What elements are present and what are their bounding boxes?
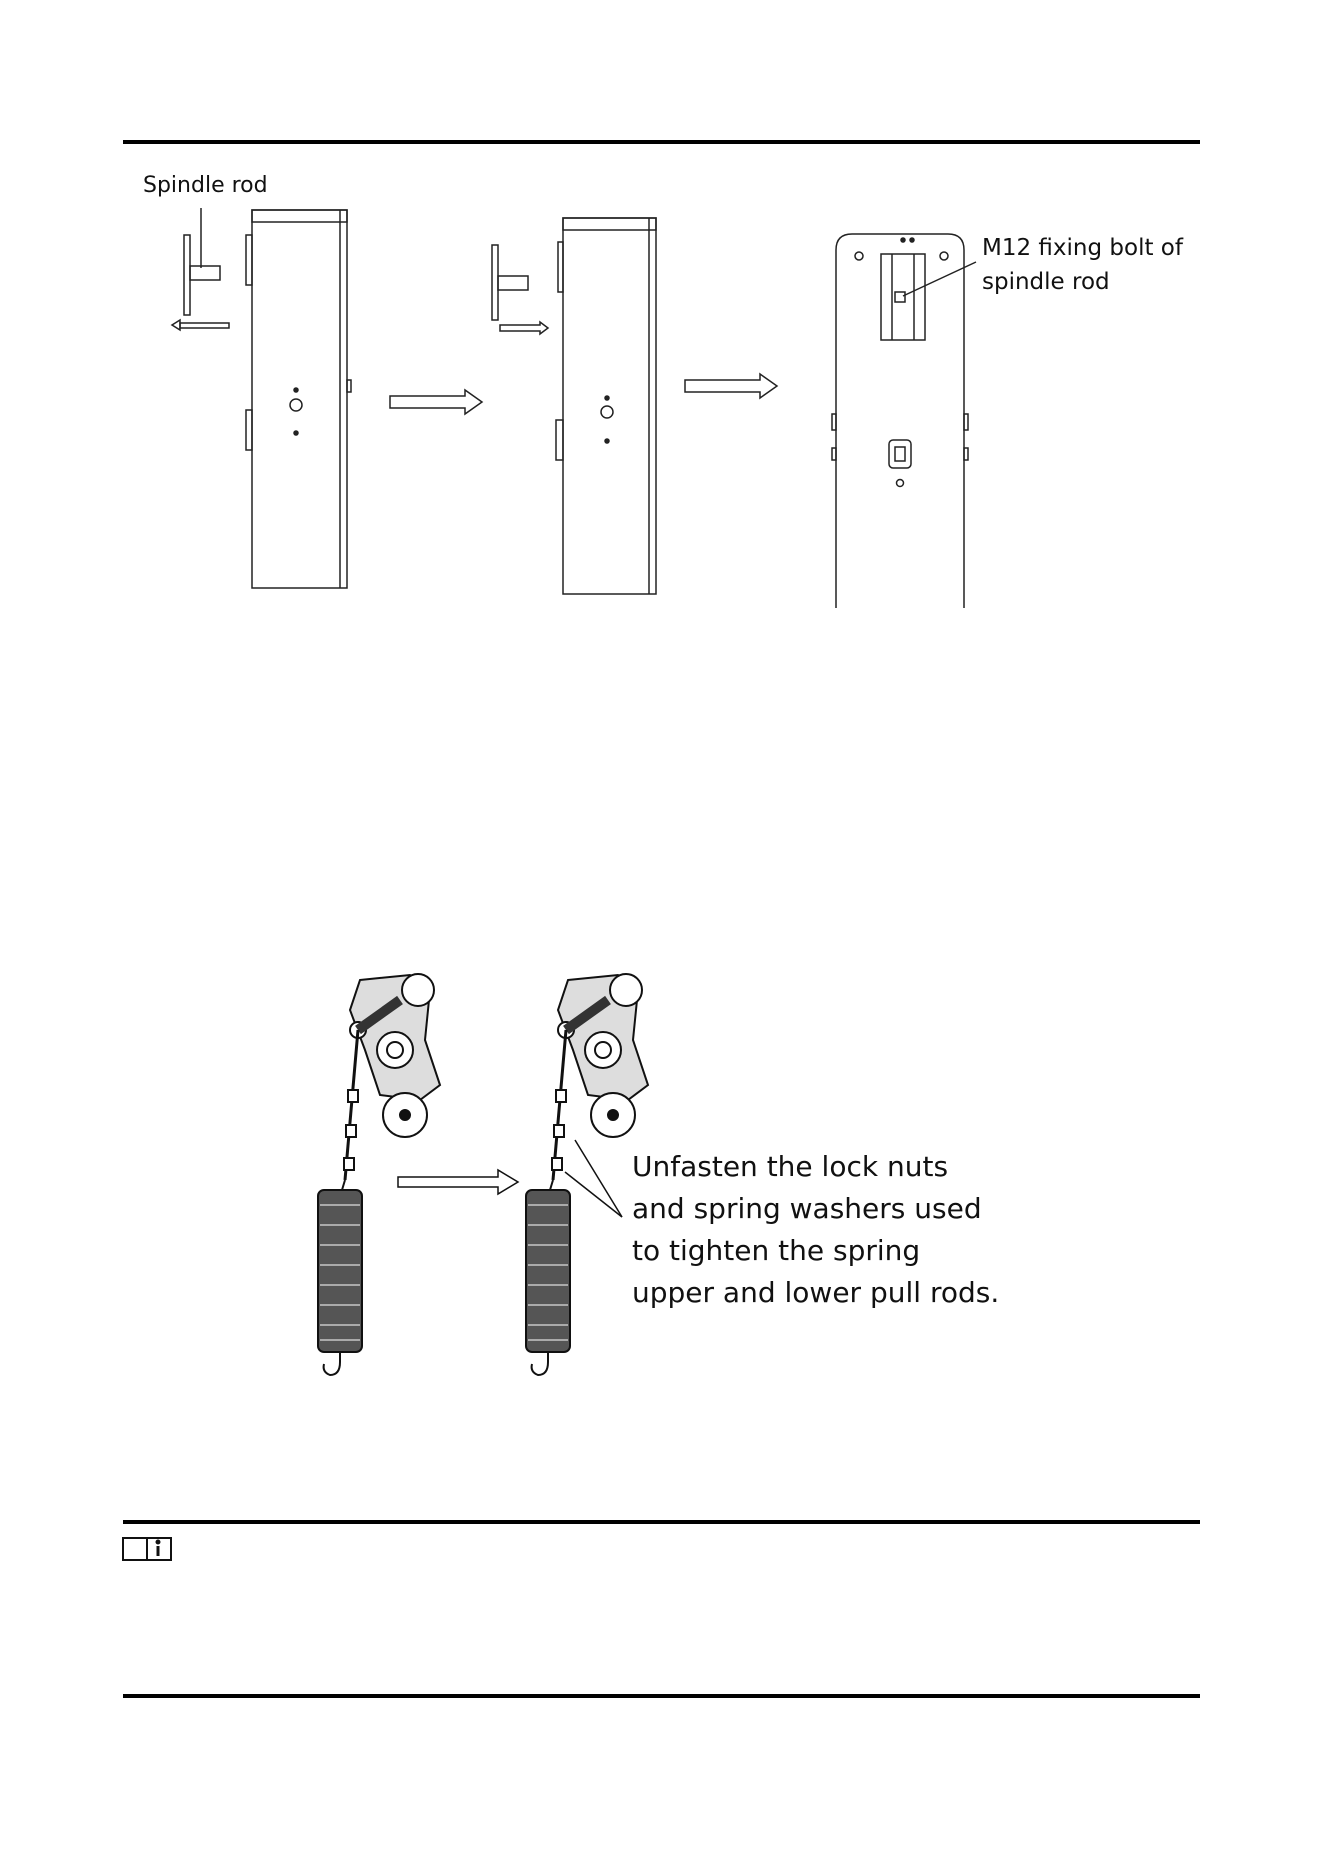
bolt-label-line2: spindle rod [982, 269, 1110, 295]
note-bottom-rule [123, 1694, 1200, 1698]
gearbox-mechanism-1 [318, 974, 440, 1375]
instruction-line-4: upper and lower pull rods. [632, 1276, 1000, 1309]
gearbox-mechanism-2 [526, 974, 648, 1375]
instruction-line-3: to tighten the spring [632, 1234, 921, 1267]
spindle-rod-label: Spindle rod [143, 173, 268, 198]
note-top-rule [123, 1520, 1200, 1524]
instruction-line-2: and spring washers used [632, 1192, 982, 1225]
instruction-line-1: Unfasten the lock nuts [632, 1150, 949, 1183]
big-arrow-3 [398, 1170, 518, 1194]
bolt-label-line1: M12 fixing bolt of [982, 235, 1183, 261]
